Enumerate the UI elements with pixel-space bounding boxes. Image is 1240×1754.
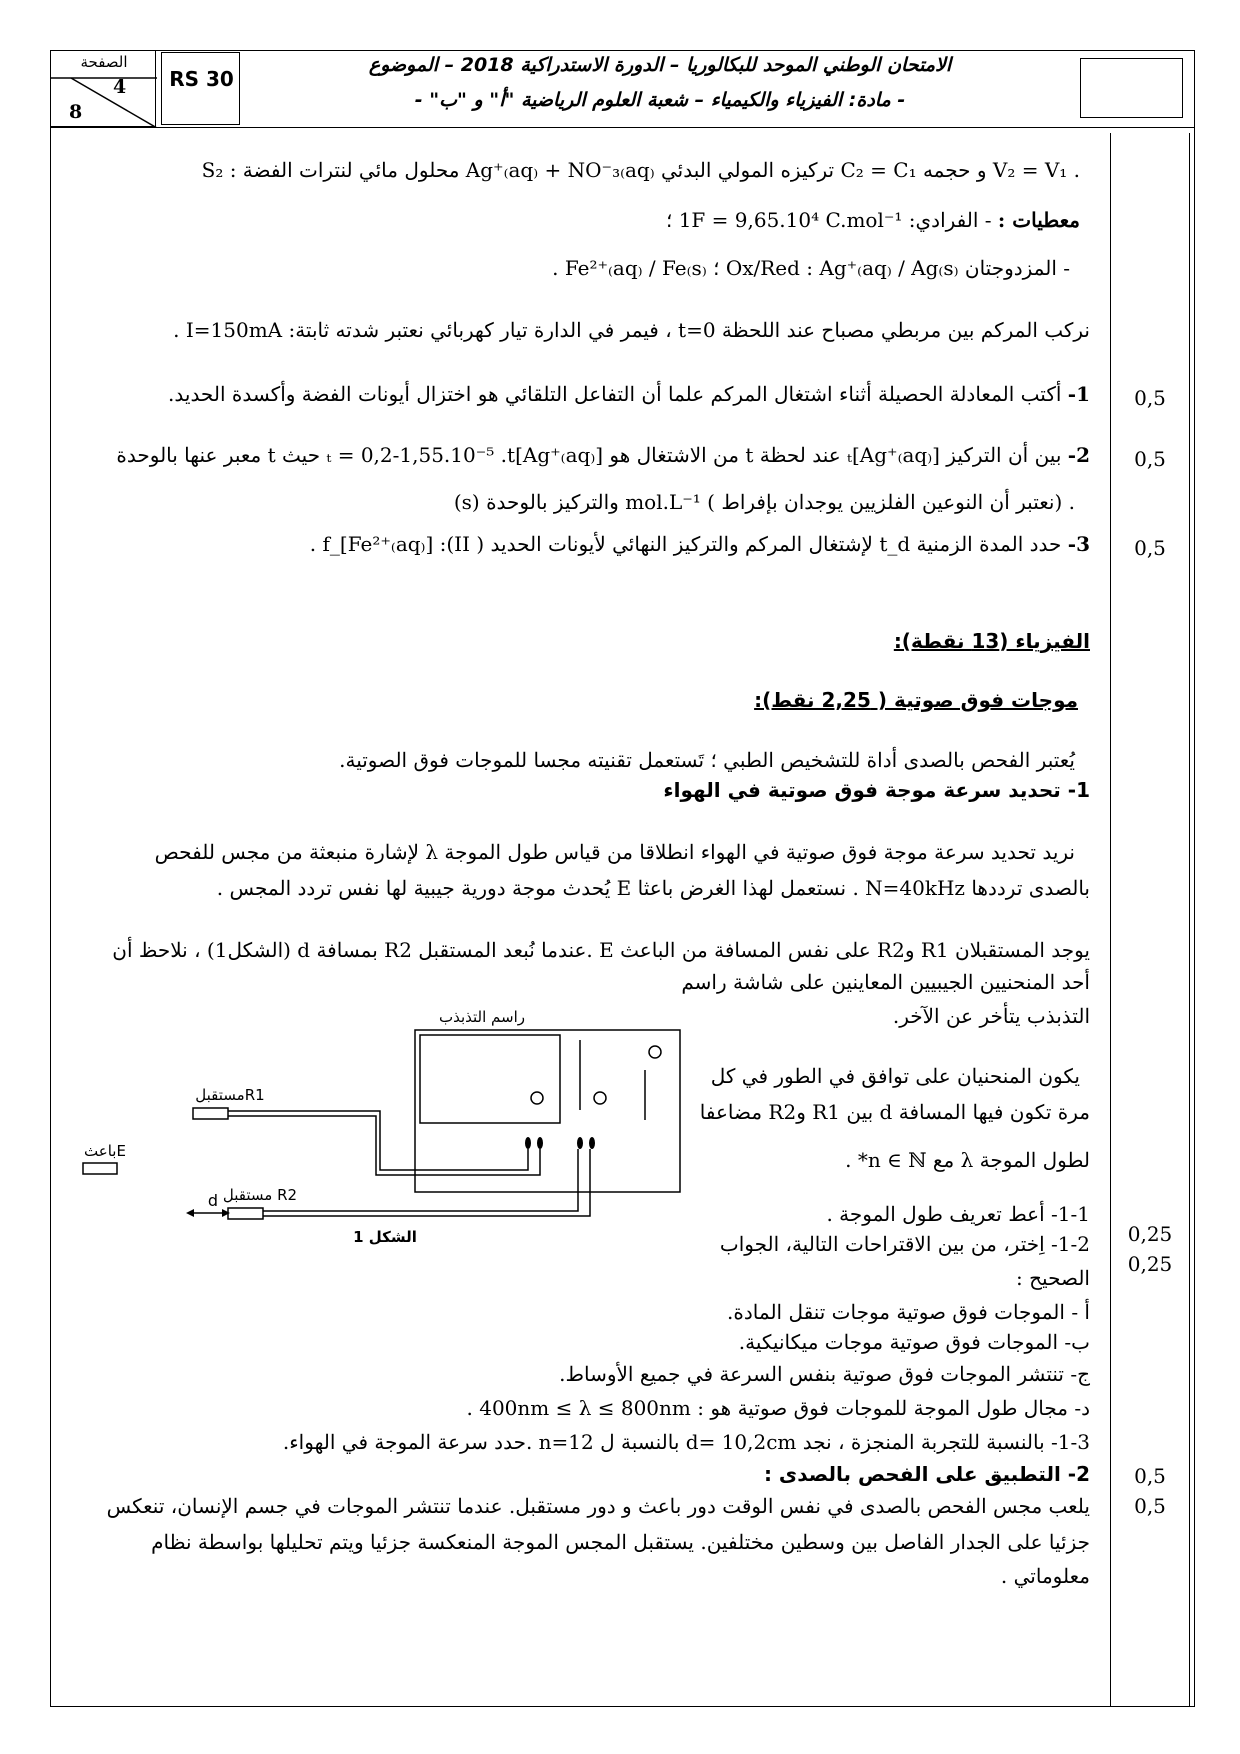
option-d: د- مجال طول الموجة للموجات فوق صوتية هو : 400nm ≤ λ ≤ 800nm . xyxy=(466,1396,1090,1420)
part2-para-line1: يلعب مجس الفحص بالصدى في نفس الوقت دور باعث و دور مستقبل. عندما تنتشر الموجات في جسم الإنسان، تنعكس xyxy=(106,1494,1090,1518)
page-label: الصفحة xyxy=(80,53,128,71)
part1-para2-line1: يوجد المستقبلان R1 وR2 على نفس المسافة من الباعث E .عندما نُبعد المستقبل R2 بمسافة d (الشكل1) ، نلاحظ أن xyxy=(112,938,1090,962)
option-b: ب- الموجات فوق صوتية موجات ميكانيكية. xyxy=(738,1330,1090,1354)
option-c: ج- تنتشر الموجات فوق صوتية بنفس السرعة في جميع الأوساط. xyxy=(559,1362,1090,1386)
question-1-2: 1-2- اِختر، من بين الاقتراحات التالية، الجواب xyxy=(719,1232,1090,1256)
emitter-label: باعثE xyxy=(84,1142,126,1160)
q2-number: 2- xyxy=(1067,443,1090,467)
part-1-title: 1- تحديد سرعة موجة فوق صوتية في الهواء xyxy=(663,778,1090,802)
score-part2: 0,5 xyxy=(1134,1494,1166,1518)
receiver-r1 xyxy=(193,1108,228,1119)
score-q1-1: 0,25 xyxy=(1127,1222,1173,1246)
part2-para-line3: معلوماتي . xyxy=(1000,1564,1090,1588)
circuit-intro: نركب المركم بين مربطي مصباح عند اللحظة t=0 ، فيمر في الدارة تيار كهربائي نعتبر شدته ثابتة: I=150mA . xyxy=(173,318,1090,342)
distance-arrow-left xyxy=(186,1209,194,1217)
receiver-r2 xyxy=(228,1208,263,1219)
page-total: 8 xyxy=(69,101,83,123)
part1-para3-line2: مرة تكون فيها المسافة d بين R1 وR2 مضاعفا xyxy=(699,1100,1090,1124)
part-2-title: 2- التطبيق على الفحص بالصدى : xyxy=(763,1462,1090,1486)
page-num: 4 xyxy=(113,76,127,98)
score-q3: 0,5 xyxy=(1134,536,1166,560)
question-2-cont: (s) والتركيز بالوحدة mol.L⁻¹ ( نعتبر أن النوعين الفلزيين يوجدان بإفراط) . xyxy=(453,490,1075,514)
question-2: بين أن التركيز [Ag⁺₍aq₎]ₜ عند لحظة t من الاشتغال هو [Ag⁺₍aq₎]ₜ = 0,2-1,55.10⁻⁵ .t حيث t معبر عنها بالوحدة xyxy=(116,443,1062,467)
exercise-intro: يُعتبر الفحص بالصدى أداة للتشخيص الطبي ؛ تَستعمل تقنيته مجسا للموجات فوق الصوتية. xyxy=(339,748,1075,772)
exercise-title: موجات فوق صوتية ( 2,25 نقط): xyxy=(754,688,1078,712)
code-box xyxy=(161,52,240,125)
question-3: حدد المدة الزمنية t_d لإشتغال المركم والتركيز النهائي لأيونات الحديد ( II): [Fe²⁺₍aq₎]_f . xyxy=(309,532,1062,556)
subject-title: - مادة: الفيزياء والكيمياء – شعبة العلوم الرياضية "أ" و "ب" - xyxy=(414,89,906,111)
score-q1: 0,5 xyxy=(1134,386,1166,410)
oscilloscope-screen xyxy=(420,1035,560,1123)
score-q2: 0,5 xyxy=(1134,447,1166,471)
faraday-constant: - الفرادي: 1F = 9,65.10⁴ C.mol⁻¹ ؛ xyxy=(665,208,992,232)
question-1-1: 1-1- أعط تعريف طول الموجة . xyxy=(826,1202,1090,1226)
figure-1 xyxy=(80,1010,700,1255)
part1-para1-line2: بالصدى ترددها N=40kHz . نستعمل لهذا الغرض باعثا E يُحدث موجة دورية جيبية لها نفس تردد المجس . xyxy=(216,876,1090,900)
data-title: معطيات : xyxy=(997,208,1080,232)
question-1-2-cont: الصحيح : xyxy=(1016,1266,1090,1290)
score-q1-3: 0,5 xyxy=(1134,1464,1166,1488)
part1-para3-line1: يكون المنحنيان على توافق في الطور في كل xyxy=(710,1064,1080,1088)
option-a: أ - الموجات فوق صوتية موجات تنقل المادة. xyxy=(727,1300,1090,1324)
part1-para2-line2: أحد المنحنيين الجيبيين المعاينين على شاشة راسم xyxy=(681,970,1090,994)
redox-couples: - المزدوجتان Ox/Red : Ag⁺₍aq₎ / Ag₍s₎ ؛ Fe²⁺₍aq₎ / Fe₍s₎ . xyxy=(552,256,1070,280)
d-label: d xyxy=(207,1191,219,1210)
score-q1-2: 0,25 xyxy=(1127,1252,1173,1276)
r1-label: مستقبلR1 xyxy=(195,1086,265,1104)
q1-number: 1- xyxy=(1067,382,1090,406)
q3-number: 3- xyxy=(1067,532,1090,556)
subject-code: RS 30 xyxy=(169,67,234,91)
part1-para1-line1: نريد تحديد سرعة موجة فوق صوتية في الهواء انطلاقا من قياس طول الموجة λ لإشارة منبعثة من مجس للفحص xyxy=(154,840,1075,864)
question-1: أكتب المعادلة الحصيلة أثناء اشتغال المركم علما أن التفاعل التلقائي هو اختزال أيونات الفضة وأكسدة الحديد. xyxy=(168,382,1062,406)
emitter-e xyxy=(83,1163,117,1174)
figure-caption: الشكل 1 xyxy=(353,1228,417,1246)
r2-label: مستقبل R2 xyxy=(222,1186,298,1204)
candidate-box xyxy=(1080,58,1183,118)
header-divider xyxy=(50,127,1195,128)
s2-description: S₂ : محلول مائي لنترات الفضة Ag⁺₍aq₎ + NO⁻₃₍aq₎ تركيزه المولي البدئي C₂ = C₁ و حجمه V₂ = V₁ . xyxy=(201,158,1080,182)
part1-para3-line3: لطول الموجة λ مع n ∈ ℕ* . xyxy=(845,1148,1090,1172)
part2-para-line2: جزئيا على الجدار الفاصل بين وسطين مختلفين. يستقبل المجس الموجة المنعكسة جزئيا ويتم تحليلها بواسطة نظام xyxy=(151,1530,1090,1554)
question-1-3: 1-3- بالنسبة للتجربة المنجزة ، نجد d= 10,2cm بالنسبة ل n=12 .حدد سرعة الموجة في الهواء. xyxy=(282,1430,1090,1454)
physics-title: الفيزياء (13 نقطة): xyxy=(893,629,1090,653)
oscilloscope-label: راسم التذبذب xyxy=(438,1010,526,1026)
page-number-box xyxy=(50,50,156,127)
part1-para2-line3: التذبذب يتأخر عن الآخر. xyxy=(892,1004,1090,1028)
exam-title: الامتحان الوطني الموحد للبكالوريا – الدورة الاستدراكية 2018 – الموضوع xyxy=(368,54,952,76)
